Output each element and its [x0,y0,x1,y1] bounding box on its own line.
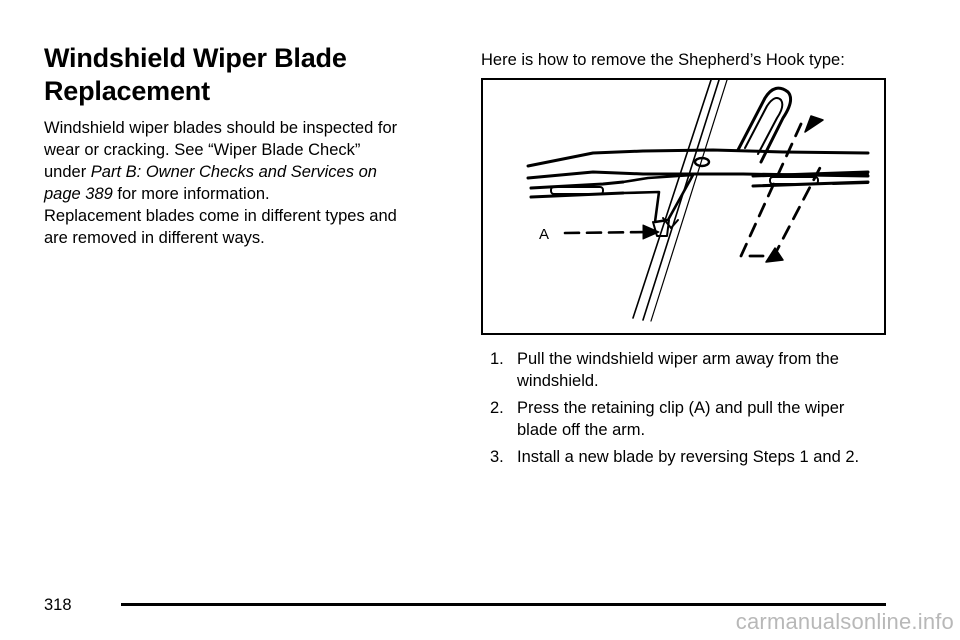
watermark: carmanualsonline.info [735,609,954,634]
replacement-line-1: Replacement blades come in different types and [44,207,397,225]
removal-motion-path [741,124,823,256]
wiper-diagram [483,80,884,333]
step-text-line-1: Install a new blade by reversing Steps 1 and 2. [517,448,860,466]
step-text-line-2: blade off the arm. [517,421,646,439]
downward-arrow-head [766,248,783,262]
windshield-edge-line [643,80,719,320]
removal-intro: Here is how to remove the Shepherd’s Hook type: [481,51,845,69]
retaining-clip [663,218,678,228]
inspection-line-1: Windshield wiper blades should be inspected for [44,119,398,137]
step-text-line-2: windshield. [517,372,599,390]
under-text: under [44,163,91,181]
arm-pivot-hole [695,158,709,166]
footer-rule [121,603,886,606]
step-text-line-1: Pull the windshield wiper arm away from the [517,350,839,368]
step-number: 3. [490,448,504,466]
section-title [44,42,444,108]
cross-reference-link[interactable]: Part B: Owner Checks and Services on [90,163,377,181]
inspection-line-2: wear or cracking. See “Wiper Blade Check” [44,141,361,159]
windshield-edge-line [651,80,727,321]
pointer-arrow-line [565,232,651,233]
step-text-line-1: Press the retaining clip (A) and pull the wiper [517,399,845,417]
replacement-types-paragraph [44,205,444,249]
removal-steps [490,348,890,473]
wiper-blade-illustration [481,78,886,335]
step-number: 2. [490,399,504,417]
inspection-line-4 [44,183,444,205]
cross-reference-page[interactable]: page 389 [44,185,113,203]
more-info-text: for more information. [112,185,270,203]
upward-arrow-head [805,116,823,132]
step-2 [490,397,890,441]
retaining-clip-body [623,175,693,222]
section-title-line-1: Windshield Wiper Blade [44,43,347,73]
section-title-line-2: Replacement [44,76,210,106]
inspection-paragraph [44,117,444,205]
inspection-line-3 [44,161,444,183]
replacement-line-2: are removed in different ways. [44,229,265,247]
step-3 [490,446,890,468]
step-number: 1. [490,350,504,368]
callout-label-a: A [539,226,550,243]
windshield-edge-line [633,80,711,318]
step-1 [490,348,890,392]
page-number: 318 [44,596,72,614]
